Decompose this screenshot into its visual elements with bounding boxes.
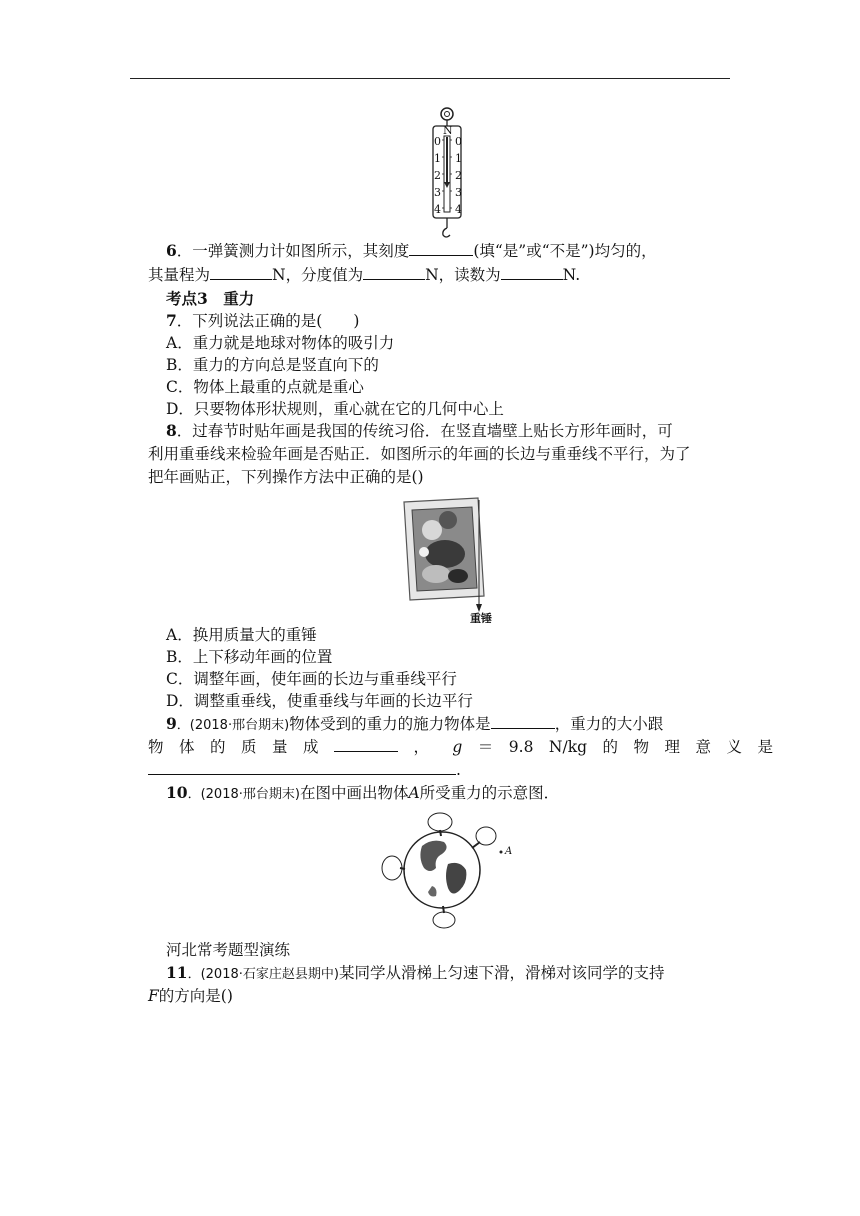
new-year-painting-figure	[400, 496, 504, 620]
scale-tick-left-2: 2	[434, 169, 441, 182]
q8-option-c[interactable]: C．调整年画，使年画的长边与重垂线平行	[166, 670, 457, 688]
q6-text1: ．一弹簧测力计如图所示，其刻度	[176, 242, 410, 260]
scale-tick-left-0: 0	[434, 135, 441, 148]
q9-text1: 物体受到的重力的施力物体是	[289, 715, 491, 733]
q10-a-symbol: A	[408, 784, 420, 802]
q10-source: ．(2018·邢台期末)	[187, 787, 300, 802]
q6-blank-reading[interactable]	[501, 264, 563, 280]
q10-text: 在图中画出物体	[299, 784, 409, 802]
q6-text3: 其量程为	[148, 266, 211, 284]
q11-source: ．(2018·石家庄赵县期中)	[187, 967, 339, 982]
q7-option-c[interactable]: C．物体上最重的点就是重心	[166, 378, 364, 396]
q9-blank-agent[interactable]	[491, 713, 555, 729]
scale-tick-right-0: 0	[455, 135, 462, 148]
q7-option-b[interactable]: B．重力的方向总是竖直向下的	[166, 356, 379, 374]
q6-blank-range[interactable]	[210, 264, 272, 280]
q6-text6: N.	[562, 266, 581, 284]
q8-option-b[interactable]: B．上下移动年画的位置	[166, 648, 333, 666]
q11-text: 某同学从滑梯上匀速下滑，滑梯对该同学的支持	[338, 964, 665, 982]
q9-blank-meaning[interactable]	[148, 759, 456, 775]
q6-line2	[148, 264, 580, 286]
q11-line2	[148, 985, 233, 1007]
q10-line1	[166, 782, 559, 806]
q9-g-symbol: g	[452, 738, 463, 756]
scale-tick-right-4: 4	[455, 203, 462, 216]
q9-line2-a: 物 体 的 质 量 成	[148, 738, 319, 756]
q8-option-a[interactable]: A．换用质量大的重锤	[166, 626, 317, 644]
section-heading-hebei: 河北常考题型演练	[166, 941, 291, 959]
q11-f-symbol: F	[148, 987, 159, 1005]
q8-number: 8	[166, 421, 177, 440]
scale-tick-left-4: 4	[434, 203, 441, 216]
scale-tick-right-1: 1	[455, 152, 462, 165]
scale-tick-left-3: 3	[434, 186, 441, 199]
q8-line2: 利用重垂线来检验年画是否贴正．如图所示的年画的长边与重垂线不平行，为了	[148, 445, 691, 463]
q9-line2-b: ，	[413, 738, 422, 756]
q8-line1-text: ．过春节时贴年画是我国的传统习俗．在竖直墙壁上贴长方形年画时，可	[176, 422, 673, 440]
q8-line3: 把年画贴正，下列操作方法中正确的是()	[148, 468, 424, 486]
q7-option-d[interactable]: D．只要物体形状规则，重心就在它的几何中心上	[166, 400, 504, 418]
q7-stem	[166, 310, 359, 332]
q9-source: ．(2018·邢台期末)	[176, 718, 290, 733]
q7-number: 7	[166, 311, 177, 330]
scale-tick-right-3: 3	[455, 186, 462, 199]
q9-line3	[148, 759, 461, 781]
q8-line1	[166, 420, 673, 442]
q9-line1	[166, 713, 663, 737]
q6-line1	[166, 240, 657, 262]
q9-end: .	[456, 761, 461, 779]
scale-unit-label: N	[443, 124, 453, 137]
earth-trees-figure	[378, 806, 508, 934]
scale-tick-right-2: 2	[455, 169, 462, 182]
header-rule	[130, 78, 730, 79]
q11-line2-text: 的方向是()	[158, 987, 233, 1005]
q9-blank-proportion[interactable]	[334, 736, 398, 752]
q6-text5: N，读数为	[425, 266, 501, 284]
q6-number: 6	[166, 241, 177, 260]
q11-number: 11	[166, 963, 188, 982]
q8-option-d[interactable]: D．调整重垂线，使重垂线与年画的长边平行	[166, 692, 473, 710]
plumb-weight-label: 重锤	[470, 612, 492, 625]
q9-line2	[148, 736, 773, 758]
q9-text2: ，重力的大小跟	[554, 715, 664, 733]
q11-line1	[166, 962, 664, 986]
q9-number: 9	[166, 714, 177, 733]
q6-text4: N，分度值为	[272, 266, 364, 284]
q9-line2-d: ＝ 9.8 N/kg 的 物 理 意 义 是	[477, 738, 774, 756]
point-a-label: A	[505, 846, 513, 857]
scale-tick-left-1: 1	[434, 152, 441, 165]
q7-stem-text: ．下列说法正确的是( )	[176, 312, 360, 330]
q6-blank-uniform[interactable]	[409, 240, 473, 256]
section-heading-gravity: 考点3 重力	[166, 289, 255, 308]
q7-option-a[interactable]: A．重力就是地球对物体的吸引力	[166, 334, 395, 352]
q10-text2: 所受重力的示意图．	[419, 784, 560, 802]
q6-blank-division[interactable]	[363, 264, 425, 280]
q10-number: 10	[166, 783, 188, 802]
q6-text2: (填“是”或“不是”)均匀的，	[473, 242, 657, 260]
